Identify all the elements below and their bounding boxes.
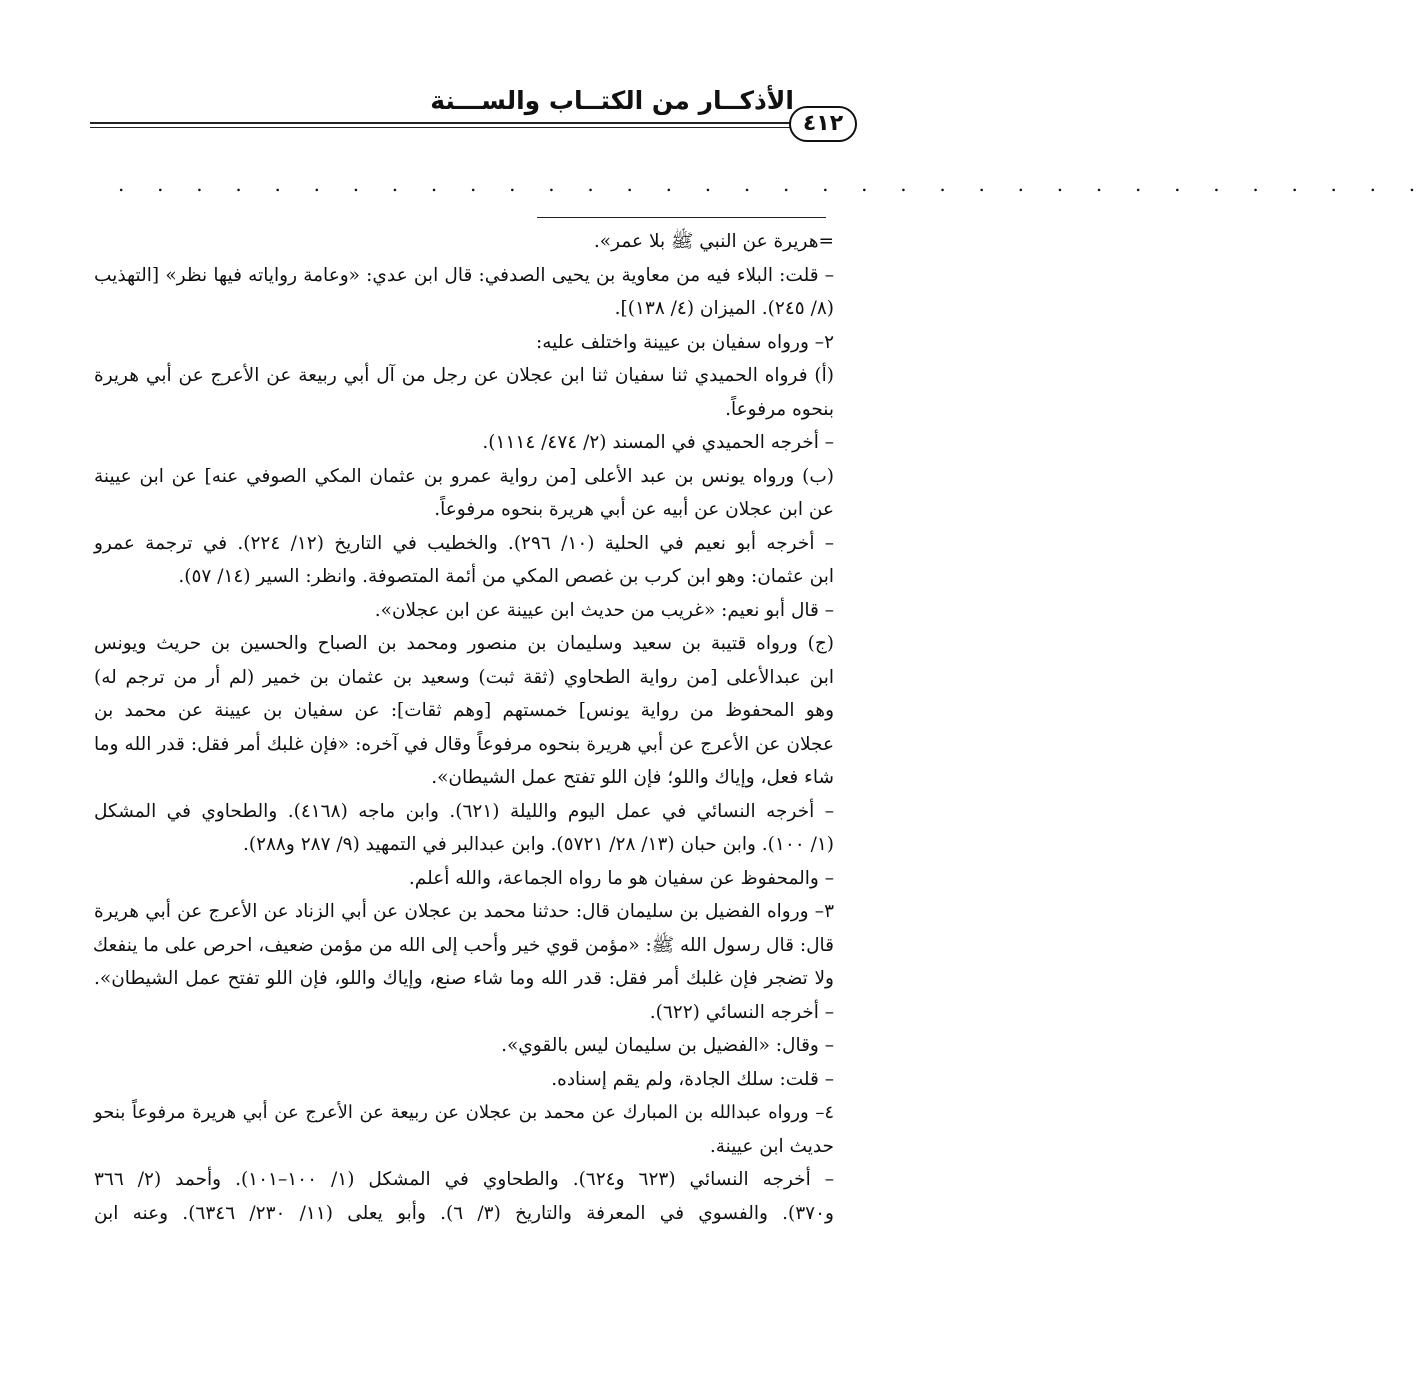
footnote-line: ٢– ورواه سفيان بن عيينة واختلف عليه:: [536, 331, 834, 353]
footnote-line: =هريرة عن النبي ﷺ بلا عمر».: [593, 231, 834, 252]
footnote-line: (١/ ١٠٠). وابن حبان (١٣/ ٢٨/ ٥٧٢١). وابن عبدالبر في التمهيد (٩/ ٢٨٧ و٢٨٨).: [242, 834, 834, 855]
header-rule-thin: [90, 127, 790, 128]
footnote-line: – وقال: «الفضيل بن سليمان ليس بالقوي».: [501, 1035, 834, 1056]
footnote-line: – قال أبو نعيم: «غريب من حديث ابن عيينة عن ابن عجلان».: [374, 599, 834, 621]
footnote-line: (ج) ورواه قتيبة بن سعيد وسليمان بن منصور ومحمد بن الصباح والحسين بن حريث ويونس: [94, 633, 834, 654]
footnote-line: بنحوه مرفوعاً.: [725, 398, 834, 420]
book-title: الأذكــار من الكتــاب والســـنة: [430, 86, 794, 115]
footnote-line: عجلان عن الأعرج عن أبي هريرة بنحوه مرفوعاً وقال في آخره: «فإن غلبك أمر فقل: قدر الله وما: [94, 733, 834, 755]
footnote-line: عن ابن عجلان عن أبيه عن أبي هريرة بنحوه مرفوعاً.: [434, 499, 834, 520]
footnote-body: [94, 225, 834, 1230]
separator-dots: . . . . . . . . . . . . . . . . . . . . . . . . . . . . . . . . . .: [118, 172, 1428, 196]
footnote-line: قال: قال رسول الله ﷺ: «مؤمن قوي خير وأحب إلى الله من مؤمن ضعيف، احرص على ما ينفعك: [92, 934, 834, 956]
footnote-line: ٣– ورواه الفضيل بن سليمان قال: حدثنا محمد بن عجلان عن أبي الزناد عن الأعرج عن أبي هريرة: [94, 901, 834, 922]
footnote-line: – أخرجه الحميدي في المسند (٢/ ٤٧٤/ ١١١٤).: [482, 432, 834, 453]
footnote-line: ولا تضجر فإن غلبك أمر فقل: قدر الله وما شاء صنع، وإياك واللو، فإن اللو تفتح عمل الشيطان».: [94, 968, 834, 989]
footnote-line: – قلت: سلك الجادة، ولم يقم إسناده.: [551, 1068, 834, 1090]
footnote-line: (٨/ ٢٤٥). الميزان (٤/ ١٣٨)].: [614, 298, 834, 319]
footnote-line: – أخرجه النسائي في عمل اليوم والليلة (٦٢١). وابن ماجه (٤١٦٨). والطحاوي في المشكل: [94, 800, 834, 822]
footnote-line: وهو المحفوظ من رواية يونس] خمستهم [وهم ثقات]: عن سفيان بن عيينة عن محمد بن: [94, 700, 834, 721]
footnote-line: حديث ابن عيينة.: [709, 1135, 834, 1157]
footnote-line: (أ) فرواه الحميدي ثنا سفيان ثنا ابن عجلان عن رجل من آل أبي ربيعة عن الأعرج عن أبي هريرة: [94, 365, 834, 386]
header-rule: [90, 122, 790, 124]
footnote-line: – أخرجه النسائي (٦٢٢).: [649, 1001, 834, 1023]
footnote-line: ابن عبدالأعلى [من رواية الطحاوي (ثقة ثبت) وسعيد بن عثمان بن خمير (لم أر من ترجم له): [94, 666, 834, 688]
footnote-line: – والمحفوظ عن سفيان هو ما رواه الجماعة، والله أعلم.: [408, 867, 834, 889]
footnote-line: – أخرجه أبو نعيم في الحلية (١٠/ ٢٩٦). والخطيب في التاريخ (١٢/ ٢٢٤). في ترجمة عمرو: [94, 532, 835, 554]
page-number: ٤١٢: [789, 106, 857, 142]
footnote-line: و٣٧٠). والفسوي في المعرفة والتاريخ (٣/ ٦). وأبو يعلى (١١/ ٢٣٠/ ٦٣٤٦). وعنه ابن: [94, 1202, 834, 1224]
footnote-line: – قلت: البلاء فيه من معاوية بن يحيى الصدفي: قال ابن عدي: «وعامة رواياته فيها نظر» [التهذيب: [94, 264, 834, 286]
footnote-line: شاء فعل، وإياك واللو؛ فإن اللو تفتح عمل الشيطان».: [431, 767, 834, 788]
footnote-line: – أخرجه النسائي (٦٢٣ و٦٢٤). والطحاوي في المشكل (١/ ١٠٠–١٠١). وأحمد (٢/ ٣٦٦: [94, 1169, 834, 1190]
footnote-line: ابن عثمان: وهو ابن كرب بن غصص المكي من أئمة المتصوفة. وانظر: السير (١٤/ ٥٧).: [178, 566, 834, 587]
footnote-line: ٤– ورواه عبدالله بن المبارك عن محمد بن عجلان عن ربيعة عن الأعرج عن أبي هريرة مرفوعاً بنحو: [94, 1102, 834, 1123]
footnote-line: (ب) ورواه يونس بن عبد الأعلى [من رواية عمرو بن عثمان المكي الصوفي عنه] عن ابن عيينة: [94, 465, 834, 487]
footnote-rule: [537, 217, 826, 218]
